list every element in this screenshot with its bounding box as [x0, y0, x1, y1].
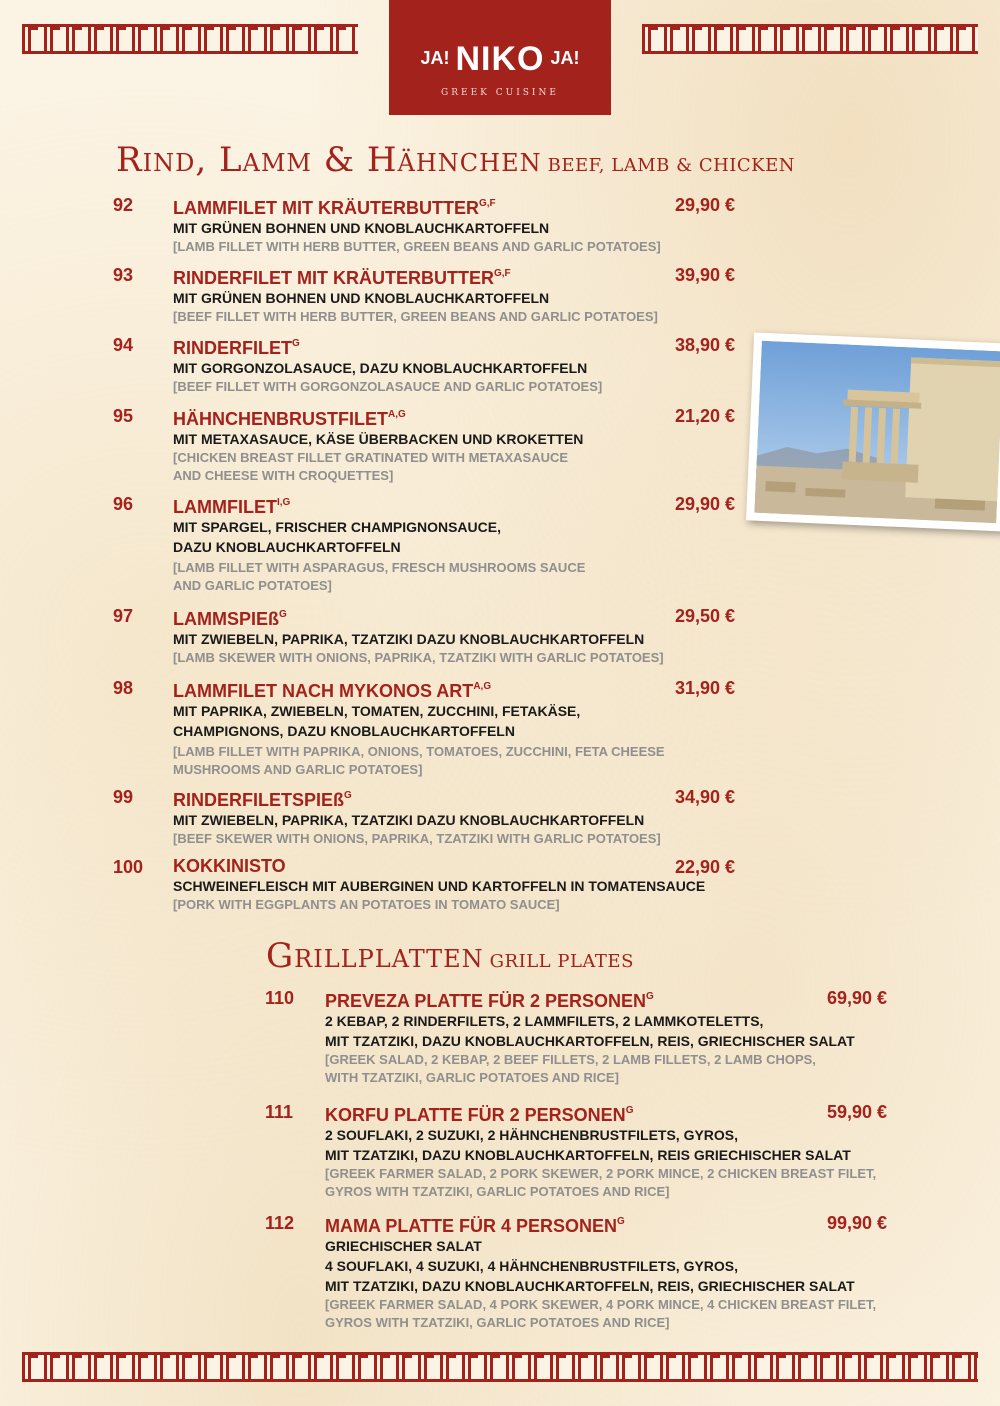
item-description: DAZU KNOBLAUCHKARTOFFELN [173, 539, 401, 555]
menu-item [113, 786, 735, 848]
item-translation: [GREEK FARMER SALAD, 4 PORK SKEWER, 4 PORK MINCE, 4 CHICKEN BREAST FILET, [325, 1297, 877, 1312]
section-title-sub: BEEF, LAMB & CHICKEN [547, 155, 796, 176]
item-number: 96 [113, 494, 134, 514]
allergen-codes: G [646, 991, 654, 1002]
item-description: MIT ZWIEBELN, PAPRIKA, TZATZIKI DAZU KNOBLAUCHKARTOFFELN [173, 631, 645, 647]
item-translation: [GREEK FARMER SALAD, 2 PORK SKEWER, 2 PORK MINCE, 2 CHICKEN BREAST FILET, [325, 1166, 877, 1181]
acropolis-image [754, 341, 1000, 523]
logo-ja-right: JA! [550, 48, 580, 68]
menu-item [113, 856, 735, 914]
item-translation: [BEEF FILLET WITH HERB BUTTER, GREEN BEANS AND GARLIC POTATOES] [173, 309, 658, 324]
menu-item [265, 987, 887, 1087]
item-name: RINDERFILET MIT KRÄUTERBUTTER [173, 268, 494, 288]
greek-key-border-top-left [22, 24, 358, 54]
item-number: 92 [113, 195, 134, 215]
allergen-codes: G [344, 790, 352, 801]
item-description: MIT PAPRIKA, ZWIEBELN, TOMATEN, ZUCCHINI, FETAKÄSE, [173, 703, 581, 719]
allergen-codes: G [292, 338, 300, 349]
item-name-line [325, 1212, 885, 1236]
item-name-line [173, 856, 733, 876]
item-name: LAMMFILET [173, 497, 277, 517]
acropolis-photo [746, 332, 1000, 531]
item-name: PREVEZA PLATTE FÜR 2 PERSONEN [325, 991, 647, 1011]
item-translation: GYROS WITH TZATZIKI, GARLIC POTATOES AND RICE] [325, 1184, 670, 1199]
item-number: 112 [265, 1213, 295, 1233]
item-price: 29,90 € [674, 494, 735, 514]
item-translation: [CHICKEN BREAST FILLET GRATINATED WITH METAXASAUCE [173, 450, 569, 465]
item-translation: [GREEK SALAD, 2 KEBAP, 2 BEEF FILLETS, 2 LAMB FILLETS, 2 LAMB CHOPS, [325, 1052, 816, 1067]
item-name: RINDERFILETSPIEß [173, 790, 345, 810]
item-price: 29,50 € [674, 606, 735, 626]
item-name: KOKKINISTO [173, 856, 286, 876]
item-number: 93 [113, 265, 134, 285]
item-name-line [173, 677, 733, 701]
allergen-codes: A,G [473, 681, 492, 692]
item-name-line [173, 264, 733, 288]
item-description: MIT METAXASAUCE, KÄSE ÜBERBACKEN UND KROKETTEN [173, 431, 584, 447]
item-translation: [LAMB FILLET WITH ASPARAGUS, FRESCH MUSHROOMS SAUCE [173, 560, 586, 575]
greek-key-border-top-right [642, 24, 978, 54]
section-title-main: Grillplatten [266, 936, 484, 976]
logo-name: NIKO [455, 40, 545, 78]
logo-tagline: GREEK CUISINE [441, 88, 559, 98]
item-number: 94 [113, 335, 134, 355]
item-name: HÄHNCHENBRUSTFILET [173, 409, 388, 429]
greek-key-border-bottom [22, 1352, 978, 1382]
item-name-line [325, 1101, 885, 1125]
item-name-line [173, 334, 733, 358]
item-description: SCHWEINEFLEISCH MIT AUBERGINEN UND KARTOFFELN IN TOMATENSAUCE [173, 878, 706, 894]
allergen-codes: G [279, 609, 287, 620]
menu-item [113, 493, 735, 595]
item-name-line [173, 493, 733, 517]
item-price: 31,90 € [674, 678, 735, 698]
menu-item [113, 677, 735, 779]
item-translation: [BEEF FILLET WITH GORGONZOLASAUCE AND GARLIC POTATOES] [173, 379, 603, 394]
item-name-line [173, 605, 733, 629]
item-description: MIT TZATZIKI, DAZU KNOBLAUCHKARTOFFELN, REIS, GRIECHISCHER SALAT [325, 1278, 855, 1294]
item-number: 99 [113, 787, 134, 807]
allergen-codes: A,G [388, 409, 406, 420]
item-translation: [BEEF SKEWER WITH ONIONS, PAPRIKA, TZATZIKI WITH GARLIC POTATOES] [173, 831, 661, 846]
allergen-codes: G,F [493, 268, 511, 279]
item-name: KORFU PLATTE FÜR 2 PERSONEN [325, 1105, 626, 1125]
item-description: MIT SPARGEL, FRISCHER CHAMPIGNONSAUCE, [173, 519, 501, 535]
item-translation: [LAMB SKEWER WITH ONIONS, PAPRIKA, TZATZIKI WITH GARLIC POTATOES] [173, 650, 664, 665]
item-price: 59,90 € [826, 1102, 887, 1122]
item-translation: [PORK WITH EGGPLANTS AN POTATOES IN TOMATO SAUCE] [173, 897, 560, 912]
item-name-line [325, 987, 885, 1011]
menu-item [113, 194, 735, 256]
item-price: 99,90 € [826, 1213, 887, 1233]
item-description: MIT GRÜNEN BOHNEN UND KNOBLAUCHKARTOFFELN [173, 290, 550, 306]
item-description: MIT TZATZIKI, DAZU KNOBLAUCHKARTOFFELN, REIS GRIECHISCHER SALAT [325, 1147, 851, 1163]
menu-item [113, 264, 735, 326]
menu-item [265, 1101, 887, 1201]
item-price: 29,90 € [674, 195, 735, 215]
item-number: 110 [265, 988, 295, 1008]
item-price: 21,20 € [674, 406, 735, 426]
item-translation: [LAMB FILLET WITH HERB BUTTER, GREEN BEANS AND GARLIC POTATOES] [173, 239, 661, 254]
item-name-line [173, 786, 733, 810]
section-title-main: Rind, Lamm & Hähnchen [116, 140, 542, 180]
item-translation: WITH TZATZIKI, GARLIC POTATOES AND RICE] [325, 1070, 619, 1085]
menu-item [113, 334, 735, 396]
item-translation: MUSHROOMS AND GARLIC POTATOES] [173, 762, 423, 777]
menu-item [113, 605, 735, 667]
item-price: 39,90 € [674, 265, 735, 285]
item-number: 97 [113, 606, 134, 626]
item-translation: GYROS WITH TZATZIKI, GARLIC POTATOES AND RICE] [325, 1315, 670, 1330]
item-number: 95 [113, 406, 134, 426]
item-description: MIT ZWIEBELN, PAPRIKA, TZATZIKI DAZU KNOBLAUCHKARTOFFELN [173, 812, 645, 828]
item-price: 69,90 € [826, 988, 887, 1008]
item-number: 98 [113, 678, 134, 698]
item-name: LAMMFILET NACH MYKONOS ART [173, 681, 474, 701]
item-description: 2 SOUFLAKI, 2 SUZUKI, 2 HÄHNCHENBRUSTFILETS, GYROS, [325, 1127, 739, 1143]
allergen-codes: G,F [478, 198, 496, 209]
allergen-codes: G [625, 1105, 634, 1116]
item-name-line [173, 405, 733, 429]
item-translation: [LAMB FILLET WITH PAPRIKA, ONIONS, TOMATOES, ZUCCHINI, FETA CHEESE [173, 744, 665, 759]
item-description: CHAMPIGNONS, DAZU KNOBLAUCHKARTOFFELN [173, 723, 515, 739]
item-name: RINDERFILET [173, 338, 292, 358]
item-name: LAMMSPIEß [173, 609, 279, 629]
item-description: MIT TZATZIKI, DAZU KNOBLAUCHKARTOFFELN, REIS, GRIECHISCHER SALAT [325, 1033, 855, 1049]
allergen-codes: G [617, 1216, 625, 1227]
item-name-line [173, 194, 733, 218]
logo-ja-left: JA! [420, 48, 450, 68]
section-title-grill-plates [266, 936, 634, 976]
item-price: 22,90 € [674, 857, 735, 877]
menu-item [265, 1212, 887, 1332]
item-description: 2 KEBAP, 2 RINDERFILETS, 2 LAMMFILETS, 2 LAMMKOTELETTS, [325, 1013, 764, 1029]
restaurant-logo [389, 0, 611, 115]
item-description: MIT GRÜNEN BOHNEN UND KNOBLAUCHKARTOFFELN [173, 220, 550, 236]
item-description: GRIECHISCHER SALAT [325, 1238, 482, 1254]
item-name: LAMMFILET MIT KRÄUTERBUTTER [173, 198, 479, 218]
section-title-beef-lamb-chicken [116, 140, 795, 180]
menu-item [113, 405, 735, 485]
item-translation: AND GARLIC POTATOES] [173, 578, 332, 593]
section-title-sub: GRILL PLATES [489, 951, 634, 972]
item-price: 38,90 € [674, 335, 735, 355]
item-name: MAMA PLATTE FÜR 4 PERSONEN [325, 1216, 618, 1236]
item-price: 34,90 € [674, 787, 735, 807]
item-description: MIT GORGONZOLASAUCE, DAZU KNOBLAUCHKARTOFFELN [173, 360, 588, 376]
allergen-codes: I,G [276, 497, 291, 508]
item-description: 4 SOUFLAKI, 4 SUZUKI, 4 HÄHNCHENBRUSTFILETS, GYROS, [325, 1258, 739, 1274]
item-translation: AND CHEESE WITH CROQUETTES] [173, 468, 394, 483]
item-number: 111 [265, 1102, 294, 1122]
item-number: 100 [113, 857, 144, 877]
